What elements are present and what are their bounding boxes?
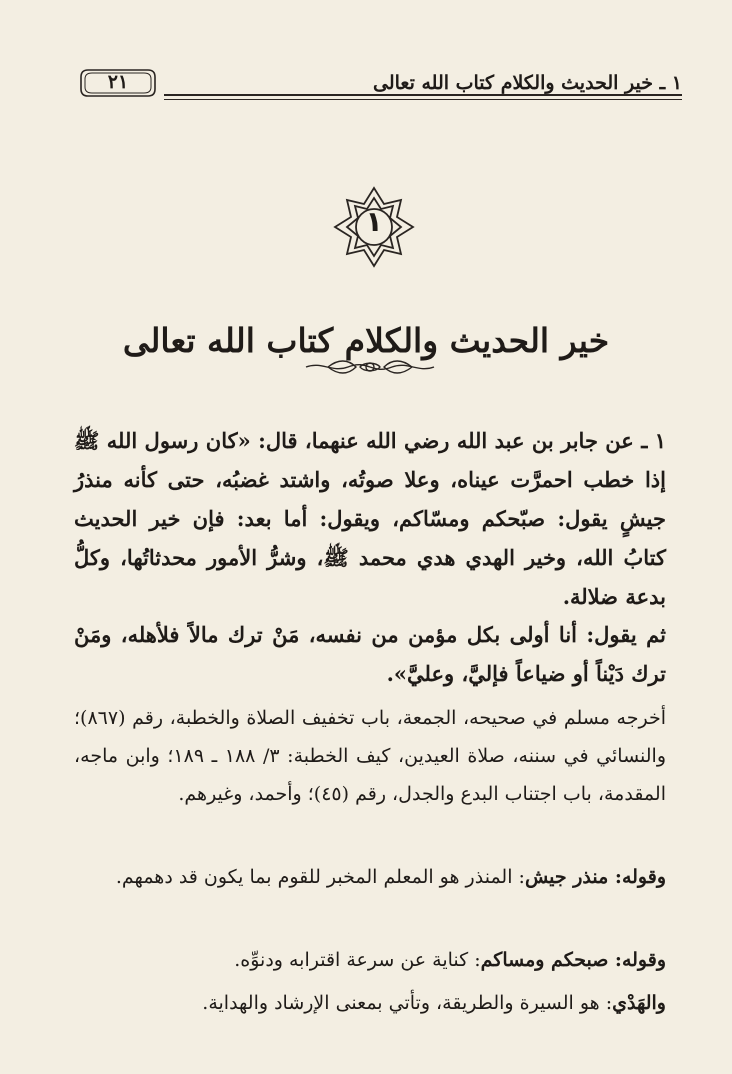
- definition-label-1: وقوله: منذر جيش: [524, 866, 666, 888]
- chapter-number-emblem: [331, 184, 417, 270]
- definition-note-1: [74, 858, 666, 896]
- header-rule-top: [164, 94, 682, 96]
- running-title: ١ ـ خير الحديث والكلام كتاب الله تعالى: [372, 72, 682, 94]
- running-header: [72, 64, 682, 104]
- definition-text-1: : المنذر هو المعلم المخبر للقوم بما يكون قد دهمهم.: [115, 866, 525, 888]
- chapter-title: خير الحديث والكلام كتاب الله تعالى: [122, 321, 610, 361]
- definition-text-3: : هو السيرة والطريقة، وتأتي بمعنى الإرشاد والهداية.: [202, 992, 613, 1014]
- page-number-frame: [80, 69, 156, 97]
- definition-note-2: [74, 941, 666, 979]
- takhrij-note: أخرجه مسلم في صحيحه، الجمعة، باب تخفيف الصلاة والخطبة، رقم (٨٦٧)؛ والنسائي في سننه، صلاة العيدين، كيف الخطبة: ٣/ ١٨٨ ـ ١٨٩؛ وابن ماجه، المقدمة، باب اجتناب البدع والجدل، رقم (٤٥)؛ وأحمد، وغيرهم.: [74, 707, 666, 805]
- page-number: ٢١: [107, 71, 129, 93]
- definition-text-2: : كناية عن سرعة اقترابه ودنوِّه.: [234, 949, 481, 971]
- definition-label-2: وقوله: صبحكم ومساكم: [480, 949, 666, 971]
- definition-label-3: والهَدْي: [612, 992, 666, 1014]
- hadith-paragraph-1: ١ ـ عن جابر بن عبد الله رضي الله عنهما، قال: «كان رسول الله ﷺ إذا خطب احمرَّت عيناه، وعلا صوتُه، واشتد غضبُه، حتى كأنه منذرُ جيشٍ يقول: صبّحكم ومسّاكم، ويقول: أما بعد: فإن خير الحديث كتابُ الله، وخير الهدي هدي محمد ﷺ، وشرُّ الأمور محدثاتُها، وكلُّ بدعة ضلالة.: [74, 428, 666, 609]
- decorative-ornament-icon: [304, 357, 436, 377]
- header-rule-bottom: [164, 99, 682, 100]
- definition-note-3: [74, 984, 666, 1022]
- hadith-paragraph-2: ثم يقول: أنا أولى بكل مؤمن من نفسه، مَنْ ترك مالاً فلأهله، ومَنْ ترك دَيْناً أو ضياعاً فإليَّ، وعليَّ».: [74, 622, 666, 686]
- chapter-number: ١: [365, 205, 383, 238]
